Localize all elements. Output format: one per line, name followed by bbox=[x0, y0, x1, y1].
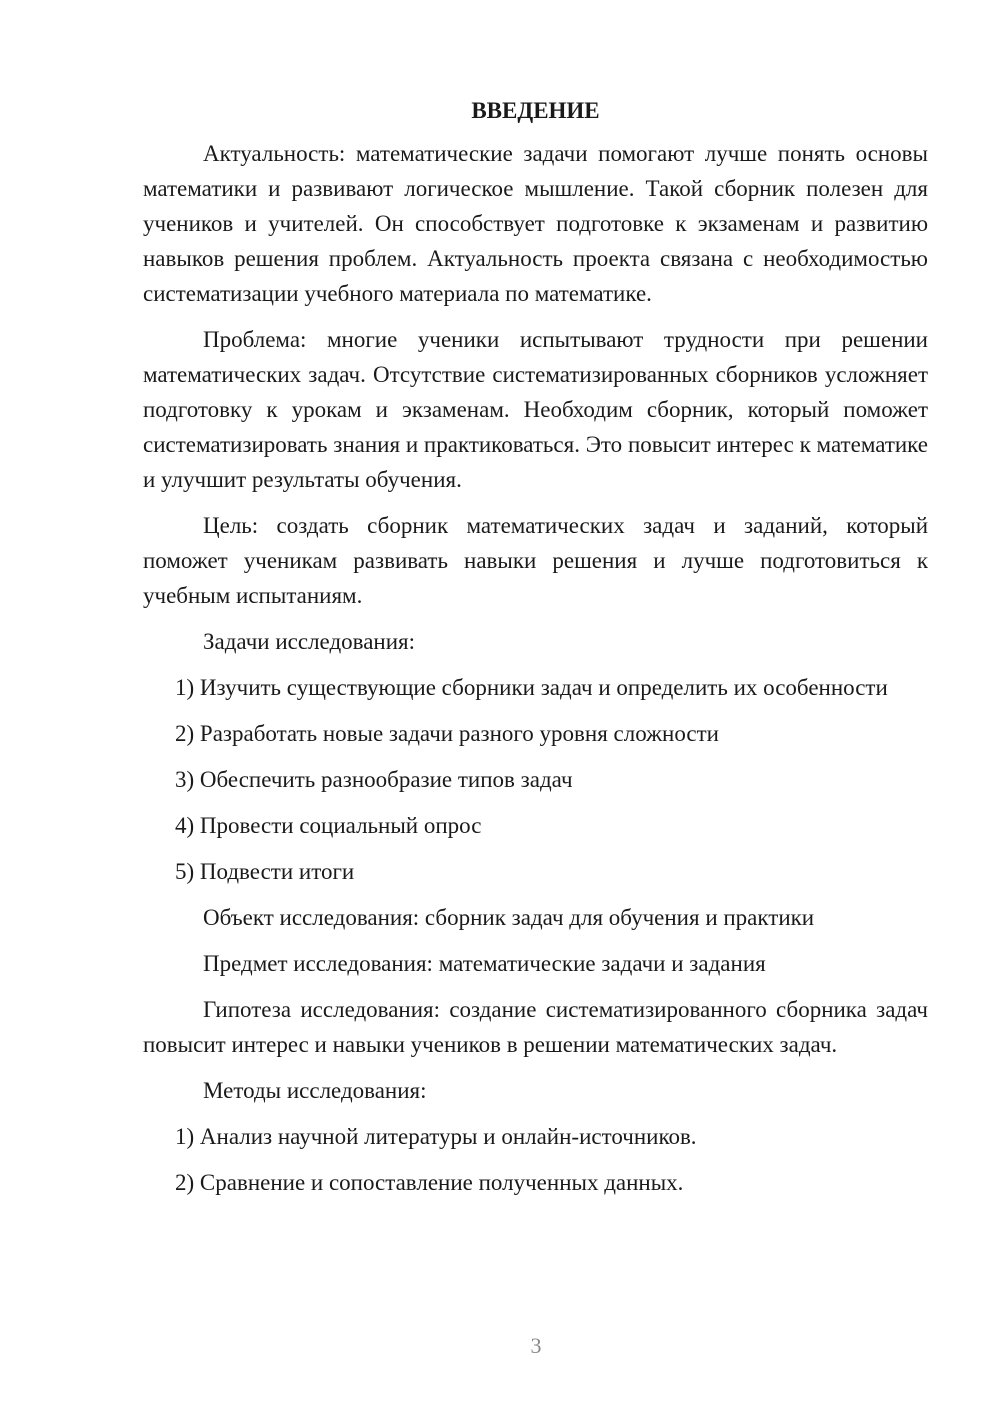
method-item-1: 1) Анализ научной литературы и онлайн-источников. bbox=[175, 1124, 697, 1149]
task-item-2: 2) Разработать новые задачи разного уровня сложности bbox=[175, 721, 719, 746]
task-item-1: 1) Изучить существующие сборники задач и определить их особенности bbox=[175, 675, 888, 700]
relevance-paragraph: Актуальность: математические задачи помогают лучше понять основы математики и развивают логическое мышление. Такой сборник полезен для учеников и учителей. Он способствует подготовке к экзаменам и развитию навыков решения проблем. Актуальность проекта связана с необходимостью систематизации учебного материала по математике. bbox=[143, 141, 928, 306]
methods-heading: Методы исследования: bbox=[203, 1078, 427, 1103]
method-item-2: 2) Сравнение и сопоставление полученных данных. bbox=[175, 1170, 684, 1195]
task-item-3: 3) Обеспечить разнообразие типов задач bbox=[175, 767, 573, 792]
research-subject: Предмет исследования: математические задачи и задания bbox=[203, 951, 766, 976]
tasks-heading: Задачи исследования: bbox=[203, 629, 416, 654]
task-item-5: 5) Подвести итоги bbox=[175, 859, 355, 884]
task-item-4: 4) Провести социальный опрос bbox=[175, 813, 482, 838]
problem-paragraph: Проблема: многие ученики испытывают трудности при решении математических задач. Отсутствие систематизированных сборников усложняет подготовку к урокам и экзаменам. Необходим сборник, который поможет систематизировать знания и практиковаться. Это повысит интерес к математике и улучшит результаты обучения. bbox=[143, 327, 928, 492]
hypothesis-paragraph: Гипотеза исследования: создание систематизированного сборника задач повысит интерес и навыки учеников в решении математических задач. bbox=[143, 997, 928, 1057]
goal-paragraph: Цель: создать сборник математических задач и заданий, который поможет ученикам развивать навыки решения и лучше подготовиться к учебным испытаниям. bbox=[143, 513, 928, 608]
research-object: Объект исследования: сборник задач для обучения и практики bbox=[203, 905, 815, 930]
page-body bbox=[143, 96, 928, 1211]
page-number: 3 bbox=[530, 1333, 542, 1358]
page-title: ВВЕДЕНИЕ bbox=[471, 98, 600, 123]
